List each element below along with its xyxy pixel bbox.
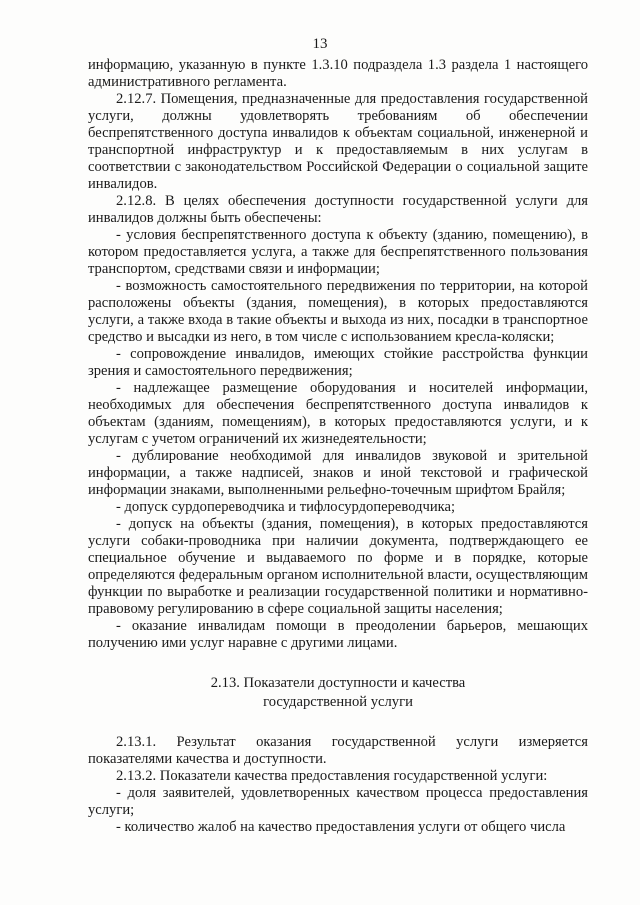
document-body: [88, 57, 588, 836]
section-heading-line: 2.13. Показатели доступности и качества: [210, 675, 466, 691]
list-item: - условия беспрепятственного доступа к объекту (зданию, помещению), в котором предоставляется услуга, а также для беспрепятственного пользования транспортом, средствами связи и информации;: [88, 227, 588, 277]
list-item: - допуск сурдопереводчика и тифлосурдопереводчика;: [116, 499, 456, 515]
paragraph: 2.12.7. Помещения, предназначенные для предоставления государственной услуги, должны удовлетворять требованиям об обеспечении беспрепятственного доступа инвалидов к объектам социальной, инженерной и транспортной инфраструктур и к предоставляемым в них услугам в соответствии с законодательством Российской Федерации о социальной защите инвалидов.: [88, 91, 588, 192]
section-heading-line: государственной услуги: [263, 694, 413, 710]
section-heading: [88, 674, 588, 712]
list-item: - допуск на объекты (здания, помещения), в которых предоставляются услуги собаки-проводника при наличии документа, подтверждающего ее специальное обучение и выдаваемого по форме и в порядке, которые определяются федеральным органом исполнительной власти, осуществляющим функции по выработке и реализации государственной политики и нормативно-правовому регулированию в сфере социальной защиты населения;: [88, 516, 588, 617]
list-item: - количество жалоб на качество предоставления услуги от общего числа: [116, 819, 566, 835]
paragraphs-top: [88, 57, 588, 652]
list-item: - сопровождение инвалидов, имеющих стойкие расстройства функции зрения и самостоятельного передвижения;: [88, 346, 588, 379]
list-item: - надлежащее размещение оборудования и носителей информации, необходимых для обеспечения беспрепятственного доступа инвалидов к объектам (зданиям, помещениям), в которых предоставляются услуги, и к услугам с учетом ограничений их жизнедеятельности;: [88, 380, 588, 447]
paragraph: 2.13.1. Результат оказания государственной услуги измеряется показателями качества и доступности.: [88, 734, 588, 767]
paragraph: информацию, указанную в пункте 1.3.10 подраздела 1.3 раздела 1 настоящего административного регламента.: [88, 57, 588, 90]
paragraph: 2.13.2. Показатели качества предоставления государственной услуги:: [116, 768, 548, 784]
list-item: - дублирование необходимой для инвалидов звуковой и зрительной информации, а также надписей, знаков и иной текстовой и графической информации знаками, выполненными рельефно-точечным шрифтом Брайля;: [88, 448, 588, 498]
list-item: - оказание инвалидам помощи в преодолении барьеров, мешающих получению ими услуг наравне с другими лицами.: [88, 618, 588, 651]
paragraph: 2.12.8. В целях обеспечения доступности государственной услуги для инвалидов должны быть обеспечены:: [88, 193, 588, 226]
page-number: 13: [312, 36, 328, 52]
list-item: - возможность самостоятельного передвижения по территории, на которой расположены объекты (здания, помещения), в которых предоставляются услуги, а также входа в такие объекты и выхода из них, посадки в транспортное средство и высадки из него, в том числе с использованием кресла-коляски;: [88, 278, 588, 345]
list-item: - доля заявителей, удовлетворенных качеством процесса предоставления услуги;: [88, 785, 588, 818]
paragraphs-bottom: [88, 734, 588, 836]
